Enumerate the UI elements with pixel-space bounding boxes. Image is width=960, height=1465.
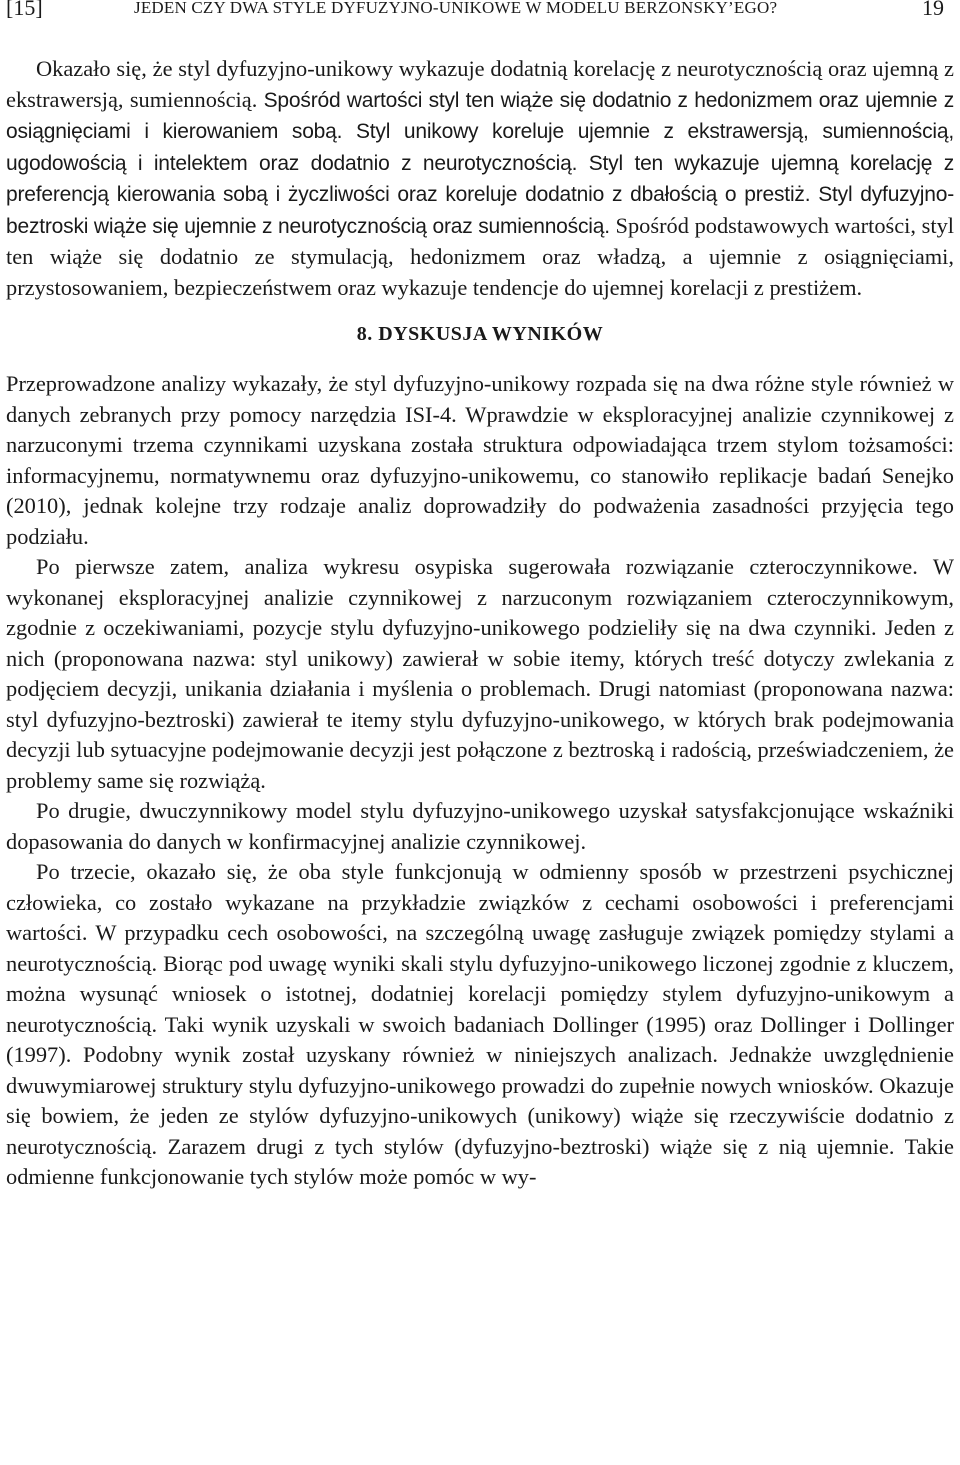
text-sans: Spośród wartości styl ten wiąże się dodatnio z hedonizmem oraz ujemnie z osiągnięciami i kierowaniem sobą. Styl unikowy koreluje ujemnie z ekstrawersją, sumiennością, ugodowością i intelektem oraz dodatnio z neurotycznością. Styl ten wykazuje ujemną korelację z preferencją kierowania sobą i życzliwości oraz koreluje dodatnio z dbałością o prestiż. Styl dyfuzyjno-beztroski wiąże się ujemnie z neurotycznością oraz sumiennością.: [6, 88, 955, 238]
paragraph-results-summary: [6, 54, 954, 303]
section-heading: 8. DYSKUSJA WYNIKÓW: [356, 323, 604, 345]
text-serif: Okazało się, że styl dyfuzyjno-unikowy wykazuje dodatnią korelację z neurotycznością oraz ujemną z ekstrawersją, sumiennością.: [6, 56, 954, 112]
paragraph: Po drugie, dwuczynnikowy model stylu dyfuzyjno-unikowego uzyskał satysfakcjonujące wskaźniki dopasowania do danych w konfirmacyjnej analizie czynnikowej.: [6, 798, 954, 854]
reference-number: [15]: [6, 0, 43, 20]
running-title: JEDEN CZY DWA STYLE DYFUZYJNO-UNIKOWE W MODELU BERZONSKY’EGO?: [134, 0, 778, 17]
running-header: [6, 0, 954, 36]
text-serif-end: Spośród podstawowych wartości, styl ten wiąże się dodatnio ze stymulacją, hedonizmem oraz władzą, a ujemnie z osiągnięciami, przystosowaniem, bezpieczeństwem oraz wykazuje tendencje do ujemnej korelacji z prestiżem.: [6, 212, 954, 300]
paragraph: Po pierwsze zatem, analiza wykresu osypiska sugerowała rozwiązanie czteroczynnikowe. W wykonanej eksploracyjnej analizie czynnikowej z narzuconym rozwiązaniem czteroczynnikowym, zgodnie z oczekiwaniami, pozycje stylu dyfuzyjno-unikowego podzieliły się na dwa czynniki. Jeden z nich (proponowana nazwa: styl unikowy) zawierał w sobie itemy, których treść dotyczy zwlekania z podjęciem decyzji, unikania działania i myślenia o problemach. Drugi natomiast (proponowana nazwa: styl dyfuzyjno-beztroski) zawierał te itemy stylu dyfuzyjno-unikowego, w których brak podejmowania decyzji lub sytuacyjne podejmowanie decyzji jest połączone z beztroską i radością, przeświadczeniem, że problemy same się rozwiążą.: [6, 554, 954, 793]
paragraph: Po trzecie, okazało się, że oba style funkcjonują w odmienny sposób w przestrzeni psychicznej człowieka, co zostało wykazane na przykładzie związków z cechami osobowości i preferencjami wartości. W przypadku cech osobowości, na szczególną uwagę zasługuje związek pomiędzy stylami a neurotycznością. Biorąc pod uwagę wyniki skali stylu dyfuzyjno-unikowego liczonej zgodnie z kluczem, można wysunąć wniosek o istotnej, dodatniej korelacji pomiędzy stylem dyfuzyjno-unikowym a neurotycznością. Taki wynik uzyskali w swoich badaniach Dollinger (1995) oraz Dollinger i Dollinger (1997). Podobny wynik został uzyskany również w niniejszych analizach. Jednakże uwzględnienie dwuwymiarowej struktury stylu dyfuzyjno-unikowego prowadzi do zupełnie nowych wniosków. Okazuje się bowiem, że jeden ze stylów dyfuzyjno-unikowych (unikowy) wiąże się rzeczywiście dodatnio z neurotycznością. Zarazem drugi z tych stylów (dyfuzyjno-beztroski) wiąże się z nią ujemnie. Takie odmienne funkcjonowanie tych stylów może pomóc w wy-: [6, 859, 954, 1189]
body-text: [6, 54, 954, 1193]
paragraph: Przeprowadzone analizy wykazały, że styl dyfuzyjno-unikowy rozpada się na dwa różne style również w danych zebranych przy pomocy narzędzia ISI-4. Wprawdzie w eksploracyjnej analizie czynnikowej z narzuconymi trzema czynnikami uzyskana została struktura odpowiadająca trzem stylom tożsamości: informacyjnemu, normatywnemu oraz dyfuzyjno-unikowemu, co stanowiło replikacje badań Senejko (2010), jednak kolejne trzy rodzaje analiz doprowadziły do podważenia zasadności przyjęcia tego podziału.: [6, 371, 954, 549]
page-number: 19: [922, 0, 944, 20]
